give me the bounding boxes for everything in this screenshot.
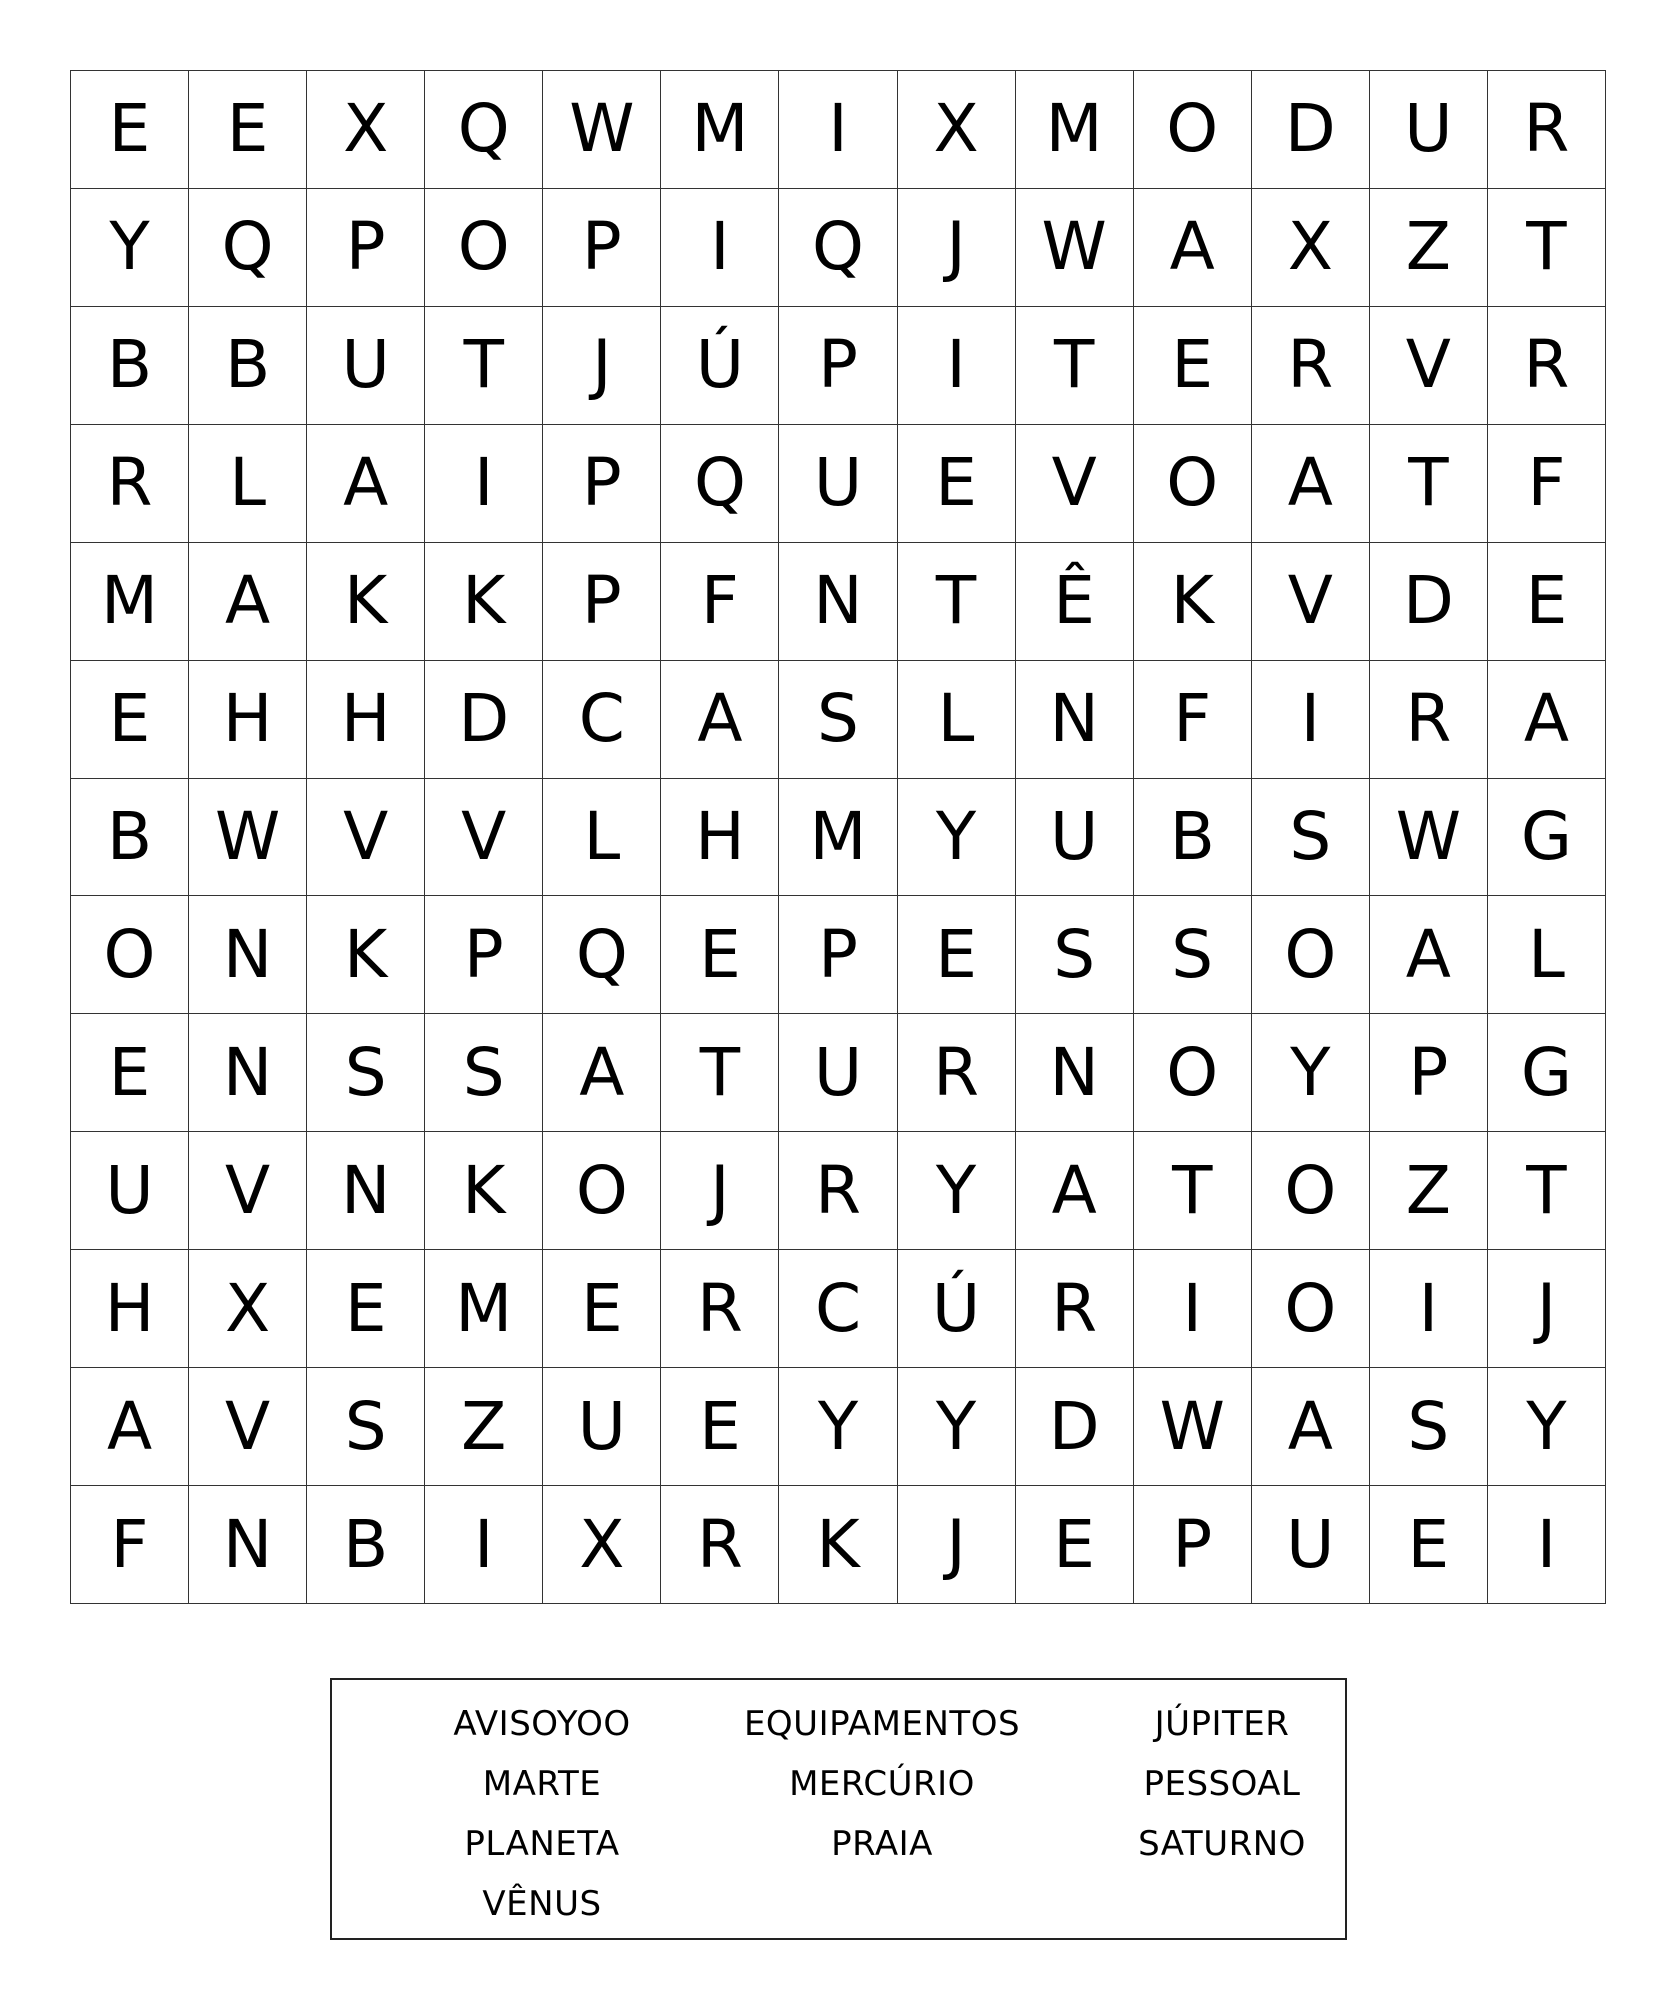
grid-cell[interactable]: I bbox=[661, 189, 779, 307]
grid-cell[interactable]: A bbox=[1252, 425, 1370, 543]
word-list bbox=[372, 1694, 1392, 1934]
grid-cell[interactable]: H bbox=[71, 1250, 189, 1368]
grid-cell[interactable]: L bbox=[543, 779, 661, 897]
grid-cell[interactable]: P bbox=[1134, 1486, 1252, 1604]
grid-cell[interactable]: A bbox=[661, 661, 779, 779]
grid-cell[interactable]: E bbox=[1016, 1486, 1134, 1604]
grid-cell[interactable]: D bbox=[1016, 1368, 1134, 1486]
grid-cell[interactable]: J bbox=[543, 307, 661, 425]
grid-cell[interactable]: X bbox=[1252, 189, 1370, 307]
grid-cell[interactable]: L bbox=[898, 661, 1016, 779]
grid-cell[interactable]: S bbox=[425, 1014, 543, 1132]
grid-cell[interactable]: Y bbox=[898, 1132, 1016, 1250]
grid-cell[interactable]: O bbox=[1252, 896, 1370, 1014]
grid-cell[interactable]: N bbox=[307, 1132, 425, 1250]
grid-cell[interactable]: P bbox=[543, 189, 661, 307]
grid-cell[interactable]: C bbox=[779, 1250, 897, 1368]
grid-cell[interactable]: A bbox=[1016, 1132, 1134, 1250]
grid-cell[interactable]: A bbox=[1134, 189, 1252, 307]
grid-cell[interactable]: W bbox=[1016, 189, 1134, 307]
grid-cell[interactable]: J bbox=[898, 189, 1016, 307]
grid-cell[interactable]: F bbox=[661, 543, 779, 661]
word-list-item: VÊNUS bbox=[482, 1884, 602, 1924]
grid-cell[interactable]: T bbox=[661, 1014, 779, 1132]
grid-cell[interactable]: U bbox=[1370, 71, 1488, 189]
grid-cell[interactable]: E bbox=[1134, 307, 1252, 425]
grid-cell[interactable]: R bbox=[1370, 661, 1488, 779]
grid-cell[interactable]: Ê bbox=[1016, 543, 1134, 661]
grid-cell[interactable]: R bbox=[1252, 307, 1370, 425]
grid-cell[interactable]: R bbox=[898, 1014, 1016, 1132]
grid-cell[interactable]: T bbox=[1488, 1132, 1606, 1250]
grid-cell[interactable]: V bbox=[189, 1132, 307, 1250]
grid-cell[interactable]: E bbox=[71, 71, 189, 189]
grid-cell[interactable]: X bbox=[898, 71, 1016, 189]
grid-cell[interactable]: U bbox=[1252, 1486, 1370, 1604]
grid-cell[interactable]: E bbox=[661, 896, 779, 1014]
grid-cell[interactable]: U bbox=[307, 307, 425, 425]
grid-cell[interactable]: E bbox=[71, 661, 189, 779]
grid-cell[interactable]: L bbox=[189, 425, 307, 543]
grid-cell[interactable]: R bbox=[661, 1250, 779, 1368]
grid-cell[interactable]: E bbox=[1488, 543, 1606, 661]
grid-cell[interactable]: R bbox=[779, 1132, 897, 1250]
grid-cell[interactable]: G bbox=[1488, 779, 1606, 897]
grid-cell[interactable]: B bbox=[307, 1486, 425, 1604]
grid-cell[interactable]: V bbox=[1016, 425, 1134, 543]
grid-cell[interactable]: O bbox=[425, 189, 543, 307]
grid-cell[interactable]: A bbox=[189, 543, 307, 661]
grid-cell[interactable]: R bbox=[1488, 71, 1606, 189]
grid-cell[interactable]: O bbox=[1252, 1132, 1370, 1250]
word-list-box bbox=[330, 1678, 1347, 1940]
grid-cell[interactable]: Q bbox=[661, 425, 779, 543]
word-list-item: MARTE bbox=[482, 1764, 602, 1804]
grid-cell[interactable]: M bbox=[71, 543, 189, 661]
grid-cell[interactable]: I bbox=[1134, 1250, 1252, 1368]
grid-cell[interactable]: N bbox=[189, 896, 307, 1014]
grid-cell[interactable]: E bbox=[898, 896, 1016, 1014]
grid-cell[interactable]: R bbox=[661, 1486, 779, 1604]
grid-cell[interactable]: S bbox=[1252, 779, 1370, 897]
grid-cell[interactable]: P bbox=[779, 307, 897, 425]
grid-cell[interactable]: W bbox=[189, 779, 307, 897]
grid-cell[interactable]: Y bbox=[1252, 1014, 1370, 1132]
grid-cell[interactable]: D bbox=[1370, 543, 1488, 661]
grid-cell[interactable]: M bbox=[779, 779, 897, 897]
grid-cell[interactable]: I bbox=[425, 1486, 543, 1604]
grid-cell[interactable]: T bbox=[1488, 189, 1606, 307]
grid-cell[interactable]: E bbox=[898, 425, 1016, 543]
grid-cell[interactable]: I bbox=[1370, 1250, 1488, 1368]
grid-cell[interactable]: W bbox=[1134, 1368, 1252, 1486]
grid-cell[interactable]: O bbox=[1134, 71, 1252, 189]
grid-cell[interactable]: A bbox=[1252, 1368, 1370, 1486]
word-list-item: SATURNO bbox=[1138, 1824, 1306, 1864]
grid-cell[interactable]: V bbox=[189, 1368, 307, 1486]
grid-cell[interactable]: W bbox=[1370, 779, 1488, 897]
grid-cell[interactable]: H bbox=[307, 661, 425, 779]
grid-cell[interactable]: N bbox=[189, 1486, 307, 1604]
grid-cell[interactable]: D bbox=[1252, 71, 1370, 189]
grid-cell[interactable]: K bbox=[1134, 543, 1252, 661]
grid-cell[interactable]: Q bbox=[779, 189, 897, 307]
grid-cell[interactable]: L bbox=[1488, 896, 1606, 1014]
grid-cell[interactable]: J bbox=[1488, 1250, 1606, 1368]
grid-cell[interactable]: Y bbox=[779, 1368, 897, 1486]
grid-cell[interactable]: X bbox=[189, 1250, 307, 1368]
grid-cell[interactable]: I bbox=[1488, 1486, 1606, 1604]
grid-cell[interactable]: T bbox=[1134, 1132, 1252, 1250]
grid-cell[interactable]: E bbox=[189, 71, 307, 189]
grid-cell[interactable]: X bbox=[307, 71, 425, 189]
grid-cell[interactable]: U bbox=[1016, 779, 1134, 897]
word-list-item: EQUIPAMENTOS bbox=[743, 1704, 1021, 1744]
grid-cell[interactable]: V bbox=[425, 779, 543, 897]
grid-cell[interactable]: A bbox=[1488, 661, 1606, 779]
grid-cell[interactable]: I bbox=[898, 307, 1016, 425]
grid-cell[interactable]: O bbox=[1134, 425, 1252, 543]
grid-cell[interactable]: S bbox=[307, 1368, 425, 1486]
grid-cell[interactable]: Z bbox=[1370, 189, 1488, 307]
grid-cell[interactable]: Q bbox=[543, 896, 661, 1014]
grid-cell[interactable]: K bbox=[307, 543, 425, 661]
word-list-item: MERCÚRIO bbox=[789, 1764, 975, 1804]
grid-cell[interactable]: C bbox=[543, 661, 661, 779]
grid-cell[interactable]: B bbox=[71, 307, 189, 425]
grid-cell[interactable]: Y bbox=[898, 779, 1016, 897]
grid-cell[interactable]: Q bbox=[425, 71, 543, 189]
grid-cell[interactable]: T bbox=[1370, 425, 1488, 543]
grid-cell[interactable]: A bbox=[71, 1368, 189, 1486]
grid-cell[interactable]: O bbox=[543, 1132, 661, 1250]
grid-cell[interactable]: Y bbox=[71, 189, 189, 307]
grid-cell[interactable]: P bbox=[425, 896, 543, 1014]
grid-cell[interactable]: X bbox=[543, 1486, 661, 1604]
grid-cell[interactable]: Z bbox=[425, 1368, 543, 1486]
grid-cell[interactable]: F bbox=[1488, 425, 1606, 543]
grid-cell[interactable]: V bbox=[1252, 543, 1370, 661]
grid-cell[interactable]: B bbox=[71, 779, 189, 897]
grid-cell[interactable]: G bbox=[1488, 1014, 1606, 1132]
grid-cell[interactable]: V bbox=[1370, 307, 1488, 425]
grid-cell[interactable]: E bbox=[71, 1014, 189, 1132]
word-list-item: PESSOAL bbox=[1143, 1764, 1301, 1804]
grid-cell[interactable]: M bbox=[425, 1250, 543, 1368]
grid-cell[interactable]: O bbox=[1252, 1250, 1370, 1368]
grid-cell[interactable]: N bbox=[1016, 1014, 1134, 1132]
grid-cell[interactable]: J bbox=[661, 1132, 779, 1250]
grid-cell[interactable]: U bbox=[543, 1368, 661, 1486]
grid-cell[interactable]: V bbox=[307, 779, 425, 897]
grid-cell[interactable]: S bbox=[307, 1014, 425, 1132]
grid-cell[interactable]: J bbox=[898, 1486, 1016, 1604]
grid-cell[interactable]: H bbox=[661, 779, 779, 897]
grid-cell[interactable]: A bbox=[1370, 896, 1488, 1014]
grid-cell[interactable]: E bbox=[661, 1368, 779, 1486]
grid-cell[interactable]: W bbox=[543, 71, 661, 189]
grid-cell[interactable]: F bbox=[1134, 661, 1252, 779]
grid-cell[interactable]: Z bbox=[1370, 1132, 1488, 1250]
grid-cell[interactable]: P bbox=[543, 425, 661, 543]
grid-cell[interactable]: O bbox=[71, 896, 189, 1014]
grid-cell[interactable]: M bbox=[1016, 71, 1134, 189]
grid-cell[interactable]: T bbox=[425, 307, 543, 425]
grid-cell[interactable]: A bbox=[307, 425, 425, 543]
grid-cell[interactable]: S bbox=[1134, 896, 1252, 1014]
word-list-item: JÚPITER bbox=[1154, 1704, 1290, 1744]
grid-cell[interactable]: I bbox=[1252, 661, 1370, 779]
grid-cell[interactable]: E bbox=[543, 1250, 661, 1368]
grid-cell[interactable]: Q bbox=[189, 189, 307, 307]
grid-cell[interactable]: I bbox=[425, 425, 543, 543]
word-list-item: PRAIA bbox=[831, 1824, 933, 1864]
grid-cell[interactable]: N bbox=[779, 543, 897, 661]
grid-cell[interactable]: E bbox=[307, 1250, 425, 1368]
grid-cell[interactable]: Y bbox=[898, 1368, 1016, 1486]
grid-cell[interactable]: R bbox=[71, 425, 189, 543]
grid-cell[interactable]: Ú bbox=[661, 307, 779, 425]
grid-cell[interactable]: P bbox=[543, 543, 661, 661]
grid-cell[interactable]: K bbox=[307, 896, 425, 1014]
grid-cell[interactable]: A bbox=[543, 1014, 661, 1132]
grid-cell[interactable]: S bbox=[1370, 1368, 1488, 1486]
grid-cell[interactable]: P bbox=[779, 896, 897, 1014]
grid-cell[interactable]: U bbox=[779, 1014, 897, 1132]
grid-cell[interactable]: Ú bbox=[898, 1250, 1016, 1368]
grid-cell[interactable]: T bbox=[898, 543, 1016, 661]
grid-cell[interactable]: H bbox=[189, 661, 307, 779]
grid-cell[interactable]: N bbox=[1016, 661, 1134, 779]
grid-cell[interactable]: T bbox=[1016, 307, 1134, 425]
grid-cell[interactable]: P bbox=[307, 189, 425, 307]
grid-cell[interactable]: U bbox=[71, 1132, 189, 1250]
grid-cell[interactable]: S bbox=[779, 661, 897, 779]
word-list-item: PLANETA bbox=[464, 1824, 620, 1864]
grid-cell[interactable]: B bbox=[1134, 779, 1252, 897]
grid-cell[interactable]: B bbox=[189, 307, 307, 425]
grid-cell[interactable]: Y bbox=[1488, 1368, 1606, 1486]
grid-cell[interactable]: P bbox=[1370, 1014, 1488, 1132]
grid-cell[interactable]: U bbox=[779, 425, 897, 543]
grid-cell[interactable]: R bbox=[1016, 1250, 1134, 1368]
grid-cell[interactable]: O bbox=[1134, 1014, 1252, 1132]
grid-cell[interactable]: K bbox=[779, 1486, 897, 1604]
word-list-item: AVISOYOO bbox=[453, 1704, 631, 1744]
grid-cell[interactable]: S bbox=[1016, 896, 1134, 1014]
grid-cell[interactable]: K bbox=[425, 543, 543, 661]
grid-cell[interactable]: E bbox=[1370, 1486, 1488, 1604]
grid-cell[interactable]: I bbox=[779, 71, 897, 189]
grid-cell[interactable]: M bbox=[661, 71, 779, 189]
grid-cell[interactable]: D bbox=[425, 661, 543, 779]
grid-cell[interactable]: F bbox=[71, 1486, 189, 1604]
grid-cell[interactable]: N bbox=[189, 1014, 307, 1132]
grid-cell[interactable]: R bbox=[1488, 307, 1606, 425]
letter-grid bbox=[70, 70, 1606, 1604]
grid-cell[interactable]: K bbox=[425, 1132, 543, 1250]
